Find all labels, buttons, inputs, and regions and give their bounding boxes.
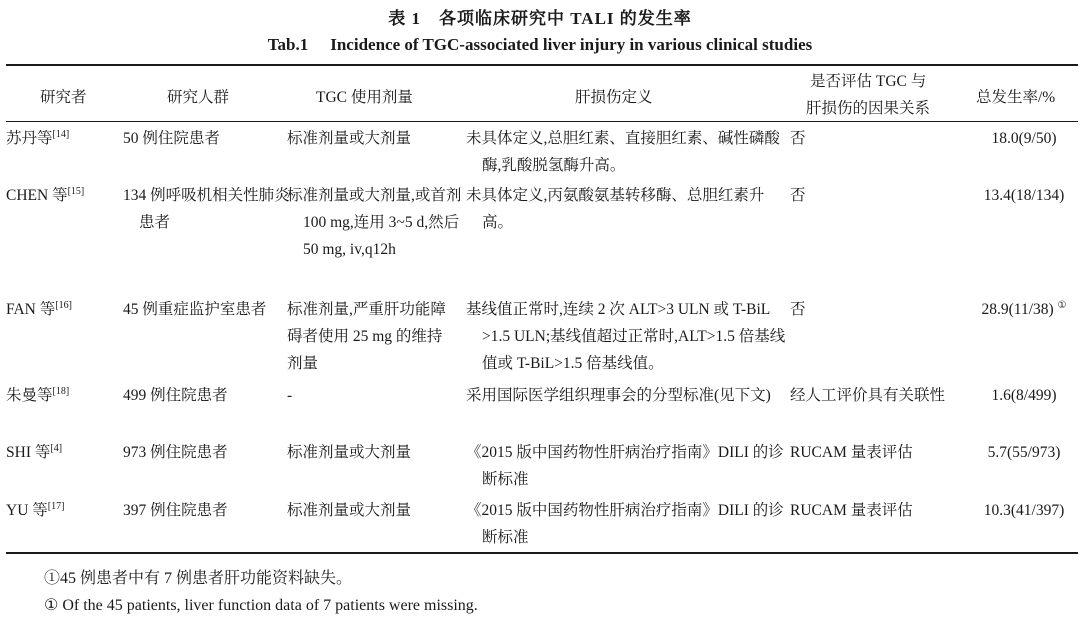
header-researcher: 研究者: [40, 89, 87, 106]
table-title-en: [0, 35, 1080, 55]
table-row-population: 973 例住院患者: [123, 444, 228, 461]
table-row-population: 134 例呼吸机相关性肺炎患者: [123, 187, 290, 231]
table-row-dose: 标准剂量或大剂量,或首剂 100 mg,连用 3~5 d,然后 50 mg, iv,q12h: [287, 187, 466, 258]
header-definition: 肝损伤定义: [575, 89, 653, 106]
table-row-assess: 否: [790, 187, 806, 204]
header-dose: TGC 使用剂量: [316, 89, 413, 106]
table-row-researcher: CHEN 等[15]: [6, 186, 85, 204]
table-row-definition: 未具体定义,丙氨酸氨基转移酶、总胆红素升高。: [466, 187, 765, 231]
table-row-dose: -: [287, 387, 293, 404]
table-row-assess: RUCAM 量表评估: [790, 502, 913, 519]
table-row-dose: 标准剂量或大剂量: [287, 502, 412, 519]
table-row-definition: 未具体定义,总胆红素、直接胆红素、碱性磷酸酶,乳酸脱氢酶升高。: [466, 130, 780, 174]
table-row-rate: 10.3(41/397): [983, 502, 1065, 519]
table-row-dose: 标准剂量或大剂量: [287, 130, 412, 147]
header-assess-line2: 肝损伤的因果关系: [806, 100, 931, 117]
table-row-rate: 5.7(55/973): [987, 444, 1061, 461]
footnote-en: ① Of the 45 patients, liver function data of 7 patients were missing.: [44, 597, 478, 614]
bottom-rule: [6, 552, 1078, 554]
table-row-dose: 标准剂量,严重肝功能障碍者使用 25 mg 的维持剂量: [287, 301, 446, 372]
table-row-population: 45 例重症监护室患者: [123, 301, 267, 318]
table-row-definition: 采用国际医学组织理事会的分型标准(见下文): [466, 387, 771, 404]
top-rule: [6, 64, 1078, 66]
table-row-assess: RUCAM 量表评估: [790, 444, 913, 461]
footnote-cn: ①45 例患者中有 7 例患者肝功能资料缺失。: [44, 570, 353, 587]
header-rule: [6, 121, 1078, 122]
table-row-researcher: SHI 等[4]: [6, 443, 63, 461]
table-row-population: 50 例住院患者: [123, 130, 220, 147]
header-rate: 总发生率/%: [976, 89, 1056, 106]
table-row-dose: 标准剂量或大剂量: [287, 444, 412, 461]
table-row-researcher: 朱曼等[18]: [6, 386, 70, 404]
table-row-assess: 否: [790, 301, 806, 318]
table-row-population: 499 例住院患者: [123, 387, 228, 404]
table-row-definition: 《2015 版中国药物性肝病治疗指南》DILI 的诊断标准: [466, 502, 784, 546]
header-assess-line1: 是否评估 TGC 与: [810, 73, 927, 90]
table-row-assess: 否: [790, 130, 806, 147]
table-row-definition: 基线值正常时,连续 2 次 ALT>3 ULN 或 T-BiL >1.5 ULN;基线值超过正常时,ALT>1.5 倍基线值或 T-BiL>1.5 倍基线值。: [466, 301, 786, 372]
table-row-rate: 18.0(9/50): [991, 130, 1057, 147]
table-row-population: 397 例住院患者: [123, 502, 228, 519]
table-row-definition: 《2015 版中国药物性肝病治疗指南》DILI 的诊断标准: [466, 444, 784, 488]
header-population: 研究人群: [167, 89, 230, 106]
table-row-rate: 13.4(18/134): [983, 187, 1065, 204]
table-title-cn: 表 1 各项临床研究中 TALI 的发生率: [388, 9, 692, 28]
table-row-rate: 1.6(8/499): [991, 387, 1057, 404]
table-row-researcher: 苏丹等[14]: [6, 129, 70, 147]
table-title-en-text: Incidence of TGC-associated liver injury in various clinical studies: [330, 35, 813, 54]
table-row-assess: 经人工评价具有关联性: [790, 387, 946, 404]
table-row-rate: 28.9(11/38) ①: [981, 300, 1067, 318]
table-row-researcher: YU 等[17]: [6, 501, 65, 519]
table-label: Tab.1: [267, 35, 309, 54]
table-row-researcher: FAN 等[16]: [6, 300, 72, 318]
